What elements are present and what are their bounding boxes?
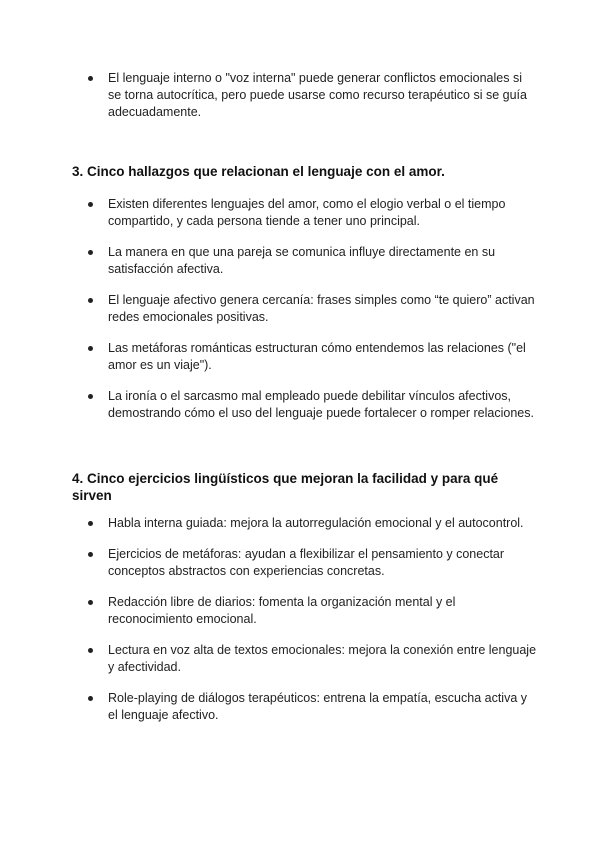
list-item xyxy=(88,196,538,230)
list-item xyxy=(88,292,538,326)
list-item-text: La manera en que una pareja se comunica influye directamente en su satisfacción afectiva. xyxy=(108,245,496,276)
list-item-text: La ironía o el sarcasmo mal empleado puede debilitar vínculos afectivos, demostrando cómo el uso del lenguaje puede fortalecer o romper relaciones. xyxy=(108,389,534,420)
list-item-text: Existen diferentes lenguajes del amor, como el elogio verbal o el tiempo compartido, y cada persona tiende a tener uno principal. xyxy=(108,197,506,228)
list-item-text: Habla interna guiada: mejora la autorregulación emocional y el autocontrol. xyxy=(108,516,524,530)
list-item-text: Redacción libre de diarios: fomenta la organización mental y el reconocimiento emocional. xyxy=(108,595,456,626)
list-item xyxy=(88,642,538,676)
list-item xyxy=(88,546,538,580)
section-4-bullet-list xyxy=(88,515,538,724)
bullet-icon xyxy=(88,250,93,255)
list-item xyxy=(88,244,538,278)
bullet-icon xyxy=(88,552,93,557)
bullet-icon xyxy=(88,521,93,526)
bullet-icon xyxy=(88,76,93,81)
list-item-text: El lenguaje interno o "voz interna" puede generar conflictos emocionales si se torna autocrítica, pero puede usarse como recurso terapéutico si se guía adecuadamente. xyxy=(108,71,527,119)
list-item xyxy=(88,515,538,532)
list-item-text: Las metáforas románticas estructuran cómo entendemos las relaciones ("el amor es un viaje"). xyxy=(108,341,526,372)
bullet-icon xyxy=(88,298,93,303)
bullet-icon xyxy=(88,202,93,207)
list-item-text: Lectura en voz alta de textos emocionales: mejora la conexión entre lenguaje y afectividad. xyxy=(108,643,537,674)
list-item-text: Ejercicios de metáforas: ayudan a flexibilizar el pensamiento y conectar conceptos abstractos con experiencias concretas. xyxy=(108,547,505,578)
intro-bullet-list xyxy=(88,70,538,121)
bullet-icon xyxy=(88,600,93,605)
list-item-text: El lenguaje afectivo genera cercanía: frases simples como “te quiero” activan redes emocionales positivas. xyxy=(108,293,535,324)
section-4-heading: 4. Cinco ejercicios lingüísticos que mejoran la facilidad y para qué sirven xyxy=(72,471,499,503)
bullet-icon xyxy=(88,648,93,653)
list-item xyxy=(88,594,538,628)
list-item xyxy=(88,340,538,374)
bullet-icon xyxy=(88,696,93,701)
section-3-heading: 3. Cinco hallazgos que relacionan el lenguaje con el amor. xyxy=(72,164,445,179)
bullet-icon xyxy=(88,394,93,399)
list-item xyxy=(88,70,538,121)
bullet-icon xyxy=(88,346,93,351)
list-item-text: Role-playing de diálogos terapéuticos: entrena la empatía, escucha activa y el lenguaje afectivo. xyxy=(108,691,528,722)
list-item xyxy=(88,388,538,422)
list-item xyxy=(88,690,538,724)
section-3-bullet-list xyxy=(88,196,538,422)
